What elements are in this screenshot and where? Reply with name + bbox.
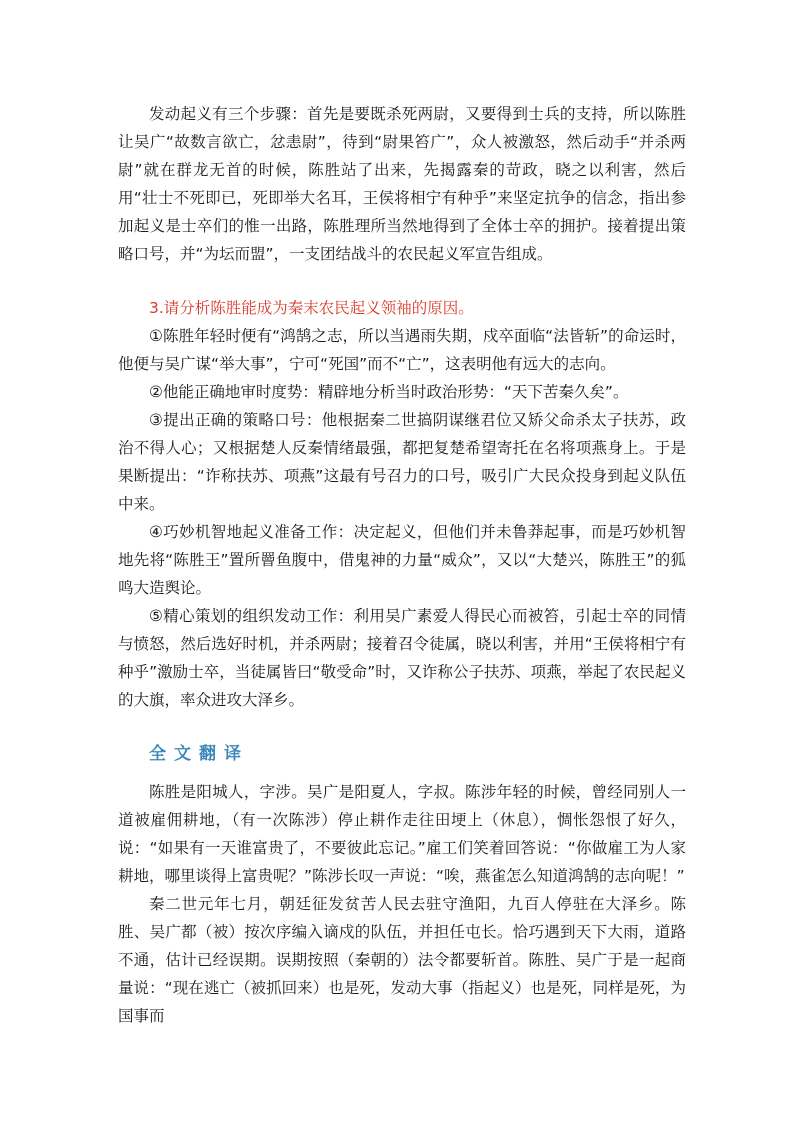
question-3-point-2: ②他能正确地审时度势：精辟地分析当时政治形势：“天下苦秦久矣”。: [149, 383, 629, 401]
question-3-point-1: ①陈胜年轻时便有“鸿鹄之志，所以当遇雨失期，戍卒面临“法皆斩”的命运时，他便与吴广谋“举大事”，宁可“死国”而不“亡”，这表明他有远大的志向。: [118, 327, 686, 373]
question-3-point-3: ③提出正确的策略口号：他根据秦二世搞阴谋继君位又矫父命杀太子扶苏，政治不得人心；又根据楚人反秦情绪最强，都把复楚希望寄托在名将项燕身上。于是果断提出：“诈称扶苏、项燕”这最有号召力的口号，吸引广大民众投身到起义队伍中来。: [118, 411, 686, 513]
spacer: [118, 714, 686, 740]
intro-paragraph: 发动起义有三个步骤：首先是要既杀死两尉，又要得到士兵的支持，所以陈胜让吴广“故数言欲亡，忿恚尉”，待到“尉果笞广”，众人被激怒，然后动手“并杀两尉”就在群龙无首的时候，陈胜站了出来，先揭露秦的苛政，晓之以利害，然后用“壮士不死即已，死即举大名耳，王侯将相宁有种乎”来坚定抗争的信念，指出参加起义是士卒们的惟一出路，陈胜理所当然地得到了全体士卒的拥护。接着提出策略口号，并“为坛而盟”，一支团结战斗的农民起义军宣告组成。: [118, 105, 686, 263]
spacer: [118, 768, 686, 778]
translation-paragraph-2: 秦二世元年七月，朝廷征发贫苦人民去驻守渔阳，九百人停驻在大泽乡。陈胜、吴广都（被）按次序编入谪戍的队伍，并担任屯长。恰巧遇到天下大雨，道路不通，估计已经误期。误期按照（秦朝的）法令都要斩首。陈胜、吴广于是一起商量说：“现在逃亡（被抓回来）也是死，发动大事（指起义）也是死，同样是死，为国事而: [118, 895, 686, 1025]
document-body: [118, 100, 686, 1030]
question-3-title: 3.请分析陈胜能成为秦末农民起义领袖的原因。: [149, 299, 474, 317]
question-3-point-5: ⑤精心策划的组织发动工作：利用吴广素爱人得民心而被笞，引起士卒的同情与愤怒，然后选好时机，并杀两尉；接着召令徒属，晓以利害，并用“王侯将相宁有种乎”激励士卒，当徒属皆曰“敬受命”时，又诈称公子扶苏、项燕，举起了农民起义的大旗，率众进攻大泽乡。: [118, 607, 686, 709]
spacer: [118, 268, 686, 294]
translation-paragraph-1: 陈胜是阳城人，字涉。吴广是阳夏人，字叔。陈涉年轻的时候，曾经同别人一道被雇佣耕地，（有一次陈涉）停止耕作走往田埂上（休息），惆怅怨恨了好久，说：“如果有一天谁富贵了，不要彼此忘记。”雇工们笑着回答说：“你做雇工为人家耕地，哪里谈得上富贵呢？”陈涉长叹一声说：“唉，燕雀怎么知道鸿鹄的志向呢！”: [118, 783, 686, 885]
question-3-point-4: ④巧妙机智地起义准备工作：决定起义，但他们并未鲁莽起事，而是巧妙机智地先将“陈胜王”置所罾鱼腹中，借鬼神的力量“威众”，又以“大楚兴，陈胜王”的狐鸣大造舆论。: [118, 523, 686, 597]
translation-section-title: 全文翻译: [149, 744, 249, 764]
